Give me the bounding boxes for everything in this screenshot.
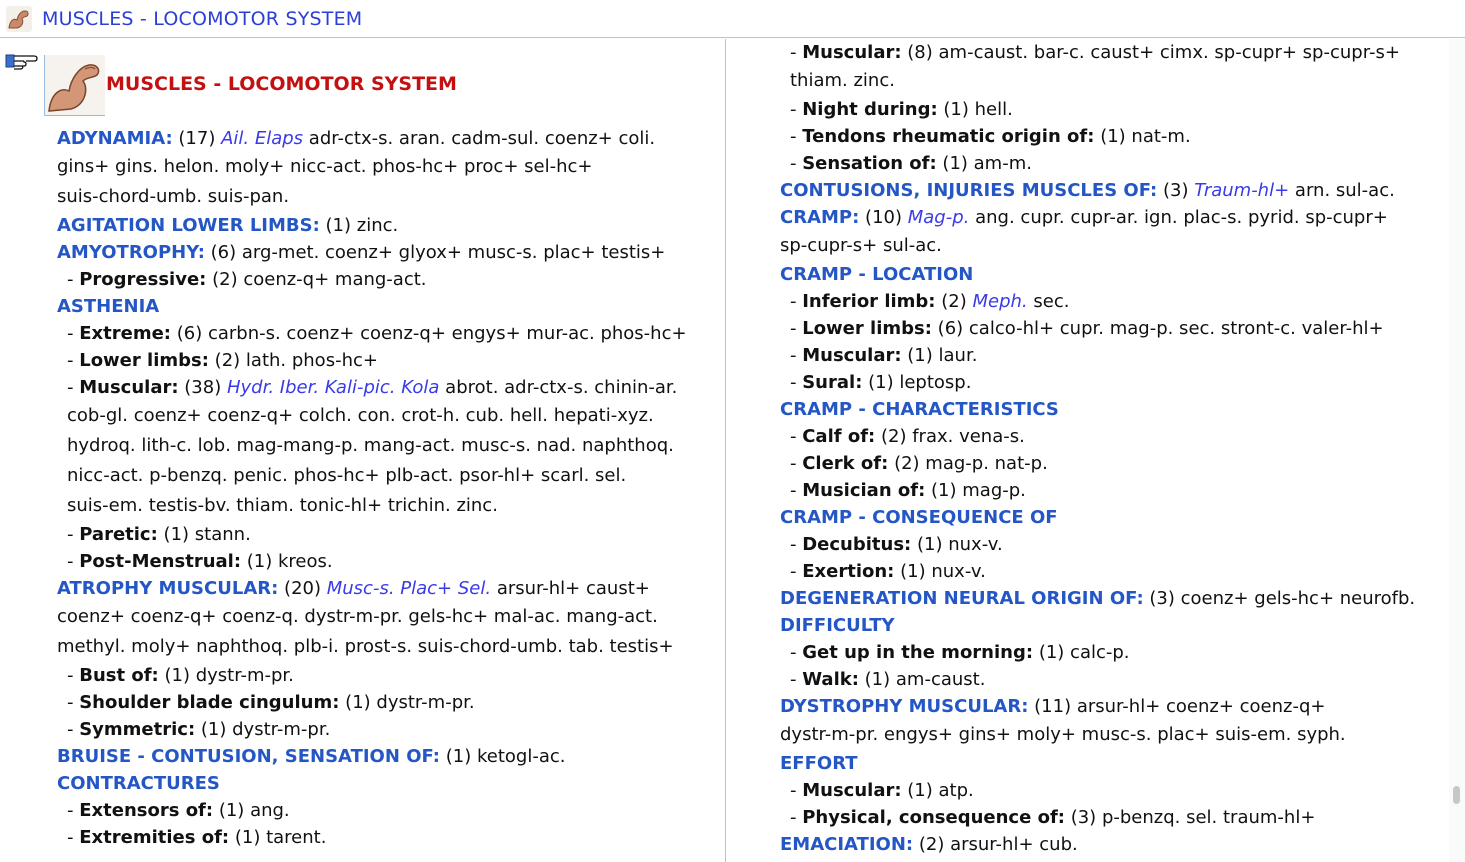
continuation-line <box>780 66 1440 96</box>
remedy-list: methyl. moly+ naphthoq. plb-i. prost-s. suis-chord-umb. tab. testis+ <box>57 636 674 657</box>
subrubric-line: - Clerk of: (2) mag-p. nat-p. <box>790 453 1048 474</box>
remedy-list: p-benzq. sel. traum-hl+ <box>1101 807 1316 828</box>
subrubric-label[interactable]: Symmetric: <box>79 719 196 740</box>
remedy-list: dystr-m-pr. <box>376 692 475 713</box>
subrubric-label[interactable]: Decubitus: <box>802 534 912 555</box>
rubric-line <box>780 177 1440 204</box>
subrubric-line: - Get up in the morning: (1) calc-p. <box>790 642 1130 663</box>
subrubric-label[interactable]: Physical, consequence of: <box>802 807 1065 828</box>
remedy-count: (1) <box>164 665 190 686</box>
subrubric-line: - Progressive: (2) coenz-q+ mang-act. <box>67 269 427 290</box>
remedy-list: frax. vena-s. <box>912 426 1025 447</box>
subrubric-label[interactable]: Extremities of: <box>79 827 230 848</box>
remedy-list: adr-ctx-s. aran. cadm-sul. coenz+ coli. <box>308 128 656 149</box>
subrubric-line: - Night during: (1) hell. <box>790 99 1013 120</box>
subrubric-line: - Shoulder blade cingulum: (1) dystr-m-pr. <box>67 692 475 713</box>
continuation-line <box>57 431 717 461</box>
subrubric-label[interactable]: Exertion: <box>802 561 895 582</box>
remedy-list: ang. cupr. cupr-ar. ign. plac-s. pyrid. sp-cupr+ <box>975 207 1388 228</box>
subrubric-line: - Muscular: (38) Hydr. Iber. Kali-pic. Kola abrot. adr-ctx-s. chinin-ar. <box>67 377 678 398</box>
subrubric-line: - Paretic: (1) stann. <box>67 524 251 545</box>
remedy-list: tarent. <box>266 827 327 848</box>
key-remedies[interactable]: Hydr. Iber. Kali-pic. Kola <box>226 377 440 398</box>
remedy-list: dystr-m-pr. engys+ gins+ moly+ musc-s. plac+ suis-em. syph. <box>780 724 1346 745</box>
remedy-count: (1) <box>1038 642 1065 663</box>
remedy-count: (1) <box>1100 126 1126 147</box>
remedy-list: mag-p. nat-p. <box>925 453 1048 474</box>
subrubric-label[interactable]: Extensors of: <box>79 800 214 821</box>
rubric-list-right <box>780 39 1440 858</box>
remedy-count: (2) <box>918 834 945 855</box>
continuation-line <box>780 720 1440 750</box>
subrubric-label[interactable]: Lower limbs: <box>79 350 209 371</box>
subrubric-label[interactable]: Bust of: <box>79 665 159 686</box>
subrubric-line: - Walk: (1) am-caust. <box>790 669 986 690</box>
subrubric-label[interactable]: Get up in the morning: <box>802 642 1034 663</box>
right-column <box>727 39 1449 862</box>
continuation-line <box>57 182 717 212</box>
key-remedies[interactable]: Mag-p. <box>907 207 970 228</box>
subrubric-line: - Inferior limb: (2) Meph. sec. <box>790 291 1070 312</box>
continuation-line <box>57 401 717 431</box>
remedy-list: coenz+ coenz-q+ coenz-q. dystr-m-pr. gels-hc+ mal-ac. mang-act. <box>57 606 658 627</box>
remedy-list: suis-chord-umb. suis-pan. <box>57 186 290 207</box>
window-title: MUSCLES - LOCOMOTOR SYSTEM <box>42 8 363 30</box>
remedy-list: coenz+ gels-hc+ neurofb. <box>1180 588 1416 609</box>
remedy-count: (3) <box>1162 180 1189 201</box>
subrubric-line: - Decubitus: (1) nux-v. <box>790 534 1003 555</box>
remedy-list: dystr-m-pr. <box>232 719 331 740</box>
remedy-list: carbn-s. coenz+ coenz-q+ engys+ mur-ac. phos-hc+ <box>207 323 687 344</box>
remedy-list: atp. <box>938 780 974 801</box>
remedy-count: (11) <box>1034 696 1072 717</box>
subrubric-label[interactable]: Progressive: <box>79 269 207 290</box>
remedy-count: (2) <box>894 453 920 474</box>
remedy-list: mag-p. <box>962 480 1026 501</box>
remedy-count: (3) <box>1070 807 1097 828</box>
rubric-line <box>780 396 1440 423</box>
rubric-heading[interactable]: CRAMP - LOCATION <box>780 264 974 285</box>
remedy-list: zinc. <box>356 215 399 236</box>
pointing-hand-icon[interactable] <box>4 49 40 71</box>
remedy-count: (6) <box>937 318 964 339</box>
subrubric-line: - Musician of: (1) mag-p. <box>790 480 1026 501</box>
remedy-list: abrot. adr-ctx-s. chinin-ar. <box>445 377 678 398</box>
subrubric-line: - Muscular: (8) am-caust. bar-c. caust+ cimx. sp-cupr+ sp-cupr-s+ <box>790 42 1400 63</box>
continuation-line <box>57 491 717 521</box>
scrollbar-track[interactable] <box>1449 39 1465 862</box>
remedy-list: coenz-q+ mang-act. <box>243 269 427 290</box>
rubric-heading[interactable]: CRAMP - CONSEQUENCE OF <box>780 507 1058 528</box>
remedy-list: calco-hl+ cupr. mag-p. sec. stront-c. valer-hl+ <box>968 318 1384 339</box>
rubric-line <box>57 125 717 152</box>
key-remedies[interactable]: Musc-s. Plac+ Sel. <box>326 578 492 599</box>
subrubric-label[interactable]: Shoulder blade cingulum: <box>79 692 340 713</box>
subrubric-label[interactable]: Tendons rheumatic origin of: <box>802 126 1095 147</box>
subrubric-line: - Post-Menstrual: (1) kreos. <box>67 551 333 572</box>
remedy-list: am-caust. bar-c. caust+ cimx. sp-cupr+ sp-cupr-s+ <box>938 42 1400 63</box>
remedy-list: stann. <box>194 524 251 545</box>
rubric-line <box>780 204 1440 231</box>
remedy-list: leptosp. <box>899 372 972 393</box>
continuation-line <box>57 152 717 182</box>
rubric-heading[interactable]: ADYNAMIA: <box>57 128 173 149</box>
key-remedies[interactable]: Ail. Elaps <box>221 128 304 149</box>
remedy-list: kreos. <box>278 551 333 572</box>
rubric-heading[interactable]: CRAMP - CHARACTERISTICS <box>780 399 1059 420</box>
subrubric-label[interactable]: Muscular: <box>79 377 179 398</box>
rubric-heading[interactable]: BRUISE - CONTUSION, SENSATION OF: <box>57 746 441 767</box>
continuation-line <box>57 461 717 491</box>
remedy-list: ang. <box>250 800 290 821</box>
rubric-heading[interactable]: ATROPHY MUSCULAR: <box>57 578 279 599</box>
subrubric-line: - Lower limbs: (2) lath. phos-hc+ <box>67 350 378 371</box>
remedy-count: (1) <box>907 780 933 801</box>
subrubric-label[interactable]: Walk: <box>802 669 859 690</box>
remedy-list: nux-v. <box>948 534 1003 555</box>
remedy-count: (1) <box>864 669 891 690</box>
subrubric-label[interactable]: Muscular: <box>802 780 902 801</box>
rubric-heading[interactable]: AGITATION LOWER LIMBS: <box>57 215 320 236</box>
remedy-count: (1) <box>943 99 969 120</box>
remedy-list: lath. phos-hc+ <box>245 350 378 371</box>
rubric-heading[interactable]: DEGENERATION NEURAL ORIGIN OF: <box>780 588 1144 609</box>
remedy-list: hydroq. lith-c. lob. mag-mang-p. mang-act. musc-s. nad. naphthoq. <box>67 435 674 456</box>
subrubric-line: - Lower limbs: (6) calco-hl+ cupr. mag-p. sec. stront-c. valer-hl+ <box>790 318 1384 339</box>
subrubric-line: - Extensors of: (1) ang. <box>67 800 290 821</box>
subrubric-line: - Symmetric: (1) dystr-m-pr. <box>67 719 331 740</box>
remedy-count: (1) <box>916 534 943 555</box>
remedy-list: arsur-hl+ cub. <box>950 834 1078 855</box>
subrubric-line: - Muscular: (1) laur. <box>790 345 978 366</box>
remedy-list: hell. <box>974 99 1013 120</box>
remedy-count: (1) <box>907 345 933 366</box>
subrubric-line: - Calf of: (2) frax. vena-s. <box>790 426 1025 447</box>
remedy-count: (1) <box>234 827 261 848</box>
muscle-arm-icon <box>6 6 32 32</box>
remedy-count: (2) <box>941 291 967 312</box>
remedy-list: arg-met. coenz+ glyox+ musc-s. plac+ testis+ <box>241 242 666 263</box>
remedy-list: nux-v. <box>931 561 986 582</box>
remedy-count: (10) <box>865 207 902 228</box>
rubric-heading[interactable]: DYSTROPHY MUSCULAR: <box>780 696 1029 717</box>
rubric-heading[interactable]: CONTRACTURES <box>57 773 220 794</box>
remedy-list: arn. sul-ac. <box>1294 180 1395 201</box>
remedy-count: (6) <box>210 242 237 263</box>
subrubric-label[interactable]: Musician of: <box>802 480 926 501</box>
subrubric-label[interactable]: Clerk of: <box>802 453 889 474</box>
continuation-line <box>57 602 717 632</box>
subrubric-label[interactable]: Extreme: <box>79 323 171 344</box>
remedy-count: (38) <box>184 377 222 398</box>
remedy-count: (20) <box>284 578 321 599</box>
subrubric-label[interactable]: Inferior limb: <box>802 291 936 312</box>
remedy-list: ketogl-ac. <box>476 746 566 767</box>
remedy-list: suis-em. testis-bv. thiam. tonic-hl+ trichin. zinc. <box>67 495 498 516</box>
rubric-heading[interactable]: EFFORT <box>780 753 858 774</box>
rubric-line <box>57 293 717 320</box>
subrubric-line: - Physical, consequence of: (3) p-benzq. sel. traum-hl+ <box>790 807 1316 828</box>
remedy-list: gins+ gins. helon. moly+ nicc-act. phos-hc+ proc+ sel-hc+ <box>57 156 593 177</box>
rubric-line <box>57 770 717 797</box>
remedy-list: nat-m. <box>1131 126 1191 147</box>
subrubric-line: - Muscular: (1) atp. <box>790 780 974 801</box>
remedy-count: (1) <box>900 561 926 582</box>
title-bar <box>0 0 1465 38</box>
subrubric-label[interactable]: Post-Menstrual: <box>79 551 242 572</box>
remedy-list: arsur-hl+ coenz+ coenz-q+ <box>1076 696 1326 717</box>
subrubric-label[interactable]: Lower limbs: <box>802 318 932 339</box>
rubric-line <box>57 212 717 239</box>
remedy-list: sec. <box>1033 291 1070 312</box>
remedy-list: sp-cupr-s+ sul-ac. <box>780 235 942 256</box>
remedy-count: (2) <box>880 426 907 447</box>
rubric-line <box>780 693 1440 720</box>
remedy-list: calc-p. <box>1070 642 1130 663</box>
section-title: MUSCLES - LOCOMOTOR SYSTEM <box>106 73 457 95</box>
rubric-heading[interactable]: AMYOTROPHY: <box>57 242 205 263</box>
subrubric-label[interactable]: Muscular: <box>802 345 902 366</box>
subrubric-label[interactable]: Paretic: <box>79 524 158 545</box>
subrubric-line: - Tendons rheumatic origin of: (1) nat-m. <box>790 126 1191 147</box>
remedy-count: (1) <box>246 551 273 572</box>
remedy-count: (1) <box>868 372 894 393</box>
subrubric-line: - Exertion: (1) nux-v. <box>790 561 986 582</box>
rubric-line <box>57 239 717 266</box>
rubric-heading[interactable]: CRAMP: <box>780 207 860 228</box>
continuation-line <box>780 231 1440 261</box>
subrubric-line: - Sensation of: (1) am-m. <box>790 153 1032 174</box>
remedy-count: (1) <box>218 800 245 821</box>
remedy-list: laur. <box>938 345 978 366</box>
subrubric-line: - Bust of: (1) dystr-m-pr. <box>67 665 294 686</box>
remedy-count: (2) <box>214 350 241 371</box>
remedy-count: (1) <box>325 215 352 236</box>
subrubric-label[interactable]: Night during: <box>802 99 938 120</box>
remedy-list: thiam. zinc. <box>790 70 895 91</box>
remedy-list: dystr-m-pr. <box>195 665 294 686</box>
remedy-count: (1) <box>345 692 371 713</box>
remedy-count: (1) <box>200 719 227 740</box>
left-column <box>0 39 726 862</box>
subrubric-line: - Sural: (1) leptosp. <box>790 372 972 393</box>
subrubric-line: - Extreme: (6) carbn-s. coenz+ coenz-q+ engys+ mur-ac. phos-hc+ <box>67 323 687 344</box>
remedy-list: cob-gl. coenz+ coenz-q+ colch. con. crot-h. cub. hell. hepati-xyz. <box>67 405 654 426</box>
remedy-count: (8) <box>907 42 933 63</box>
rubric-list-left <box>57 125 717 851</box>
remedy-count: (1) <box>163 524 190 545</box>
muscle-arm-icon <box>44 55 105 116</box>
rubric-line <box>57 575 717 602</box>
rubric-line <box>780 831 1440 858</box>
continuation-line <box>57 632 717 662</box>
rubric-line <box>780 261 1440 288</box>
remedy-list: am-caust. <box>895 669 986 690</box>
subrubric-label[interactable]: Muscular: <box>802 42 902 63</box>
rubric-heading[interactable]: EMACIATION: <box>780 834 914 855</box>
subrubric-label[interactable]: Calf of: <box>802 426 876 447</box>
key-remedies[interactable]: Traum-hl+ <box>1194 180 1290 201</box>
subrubric-label[interactable]: Sural: <box>802 372 863 393</box>
remedy-count: (1) <box>942 153 968 174</box>
remedy-list: am-m. <box>973 153 1032 174</box>
remedy-count: (1) <box>445 746 472 767</box>
remedy-list: nicc-act. p-benzq. penic. phos-hc+ plb-act. psor-hl+ scarl. sel. <box>67 465 627 486</box>
subrubric-label[interactable]: Sensation of: <box>802 153 937 174</box>
remedy-list: arsur-hl+ caust+ <box>496 578 650 599</box>
key-remedies[interactable]: Meph. <box>972 291 1028 312</box>
remedy-count: (1) <box>931 480 957 501</box>
rubric-line <box>780 585 1440 612</box>
rubric-line <box>780 750 1440 777</box>
rubric-line <box>57 743 717 770</box>
subrubric-line: - Extremities of: (1) tarent. <box>67 827 327 848</box>
rubric-heading[interactable]: DIFFICULTY <box>780 615 895 636</box>
remedy-count: (3) <box>1149 588 1175 609</box>
remedy-count: (17) <box>178 128 216 149</box>
rubric-line <box>780 504 1440 531</box>
rubric-line <box>780 612 1440 639</box>
scrollbar-thumb[interactable] <box>1453 786 1460 804</box>
rubric-heading[interactable]: ASTHENIA <box>57 296 160 317</box>
remedy-count: (2) <box>212 269 238 290</box>
rubric-heading[interactable]: CONTUSIONS, INJURIES MUSCLES OF: <box>780 180 1158 201</box>
remedy-count: (6) <box>176 323 203 344</box>
